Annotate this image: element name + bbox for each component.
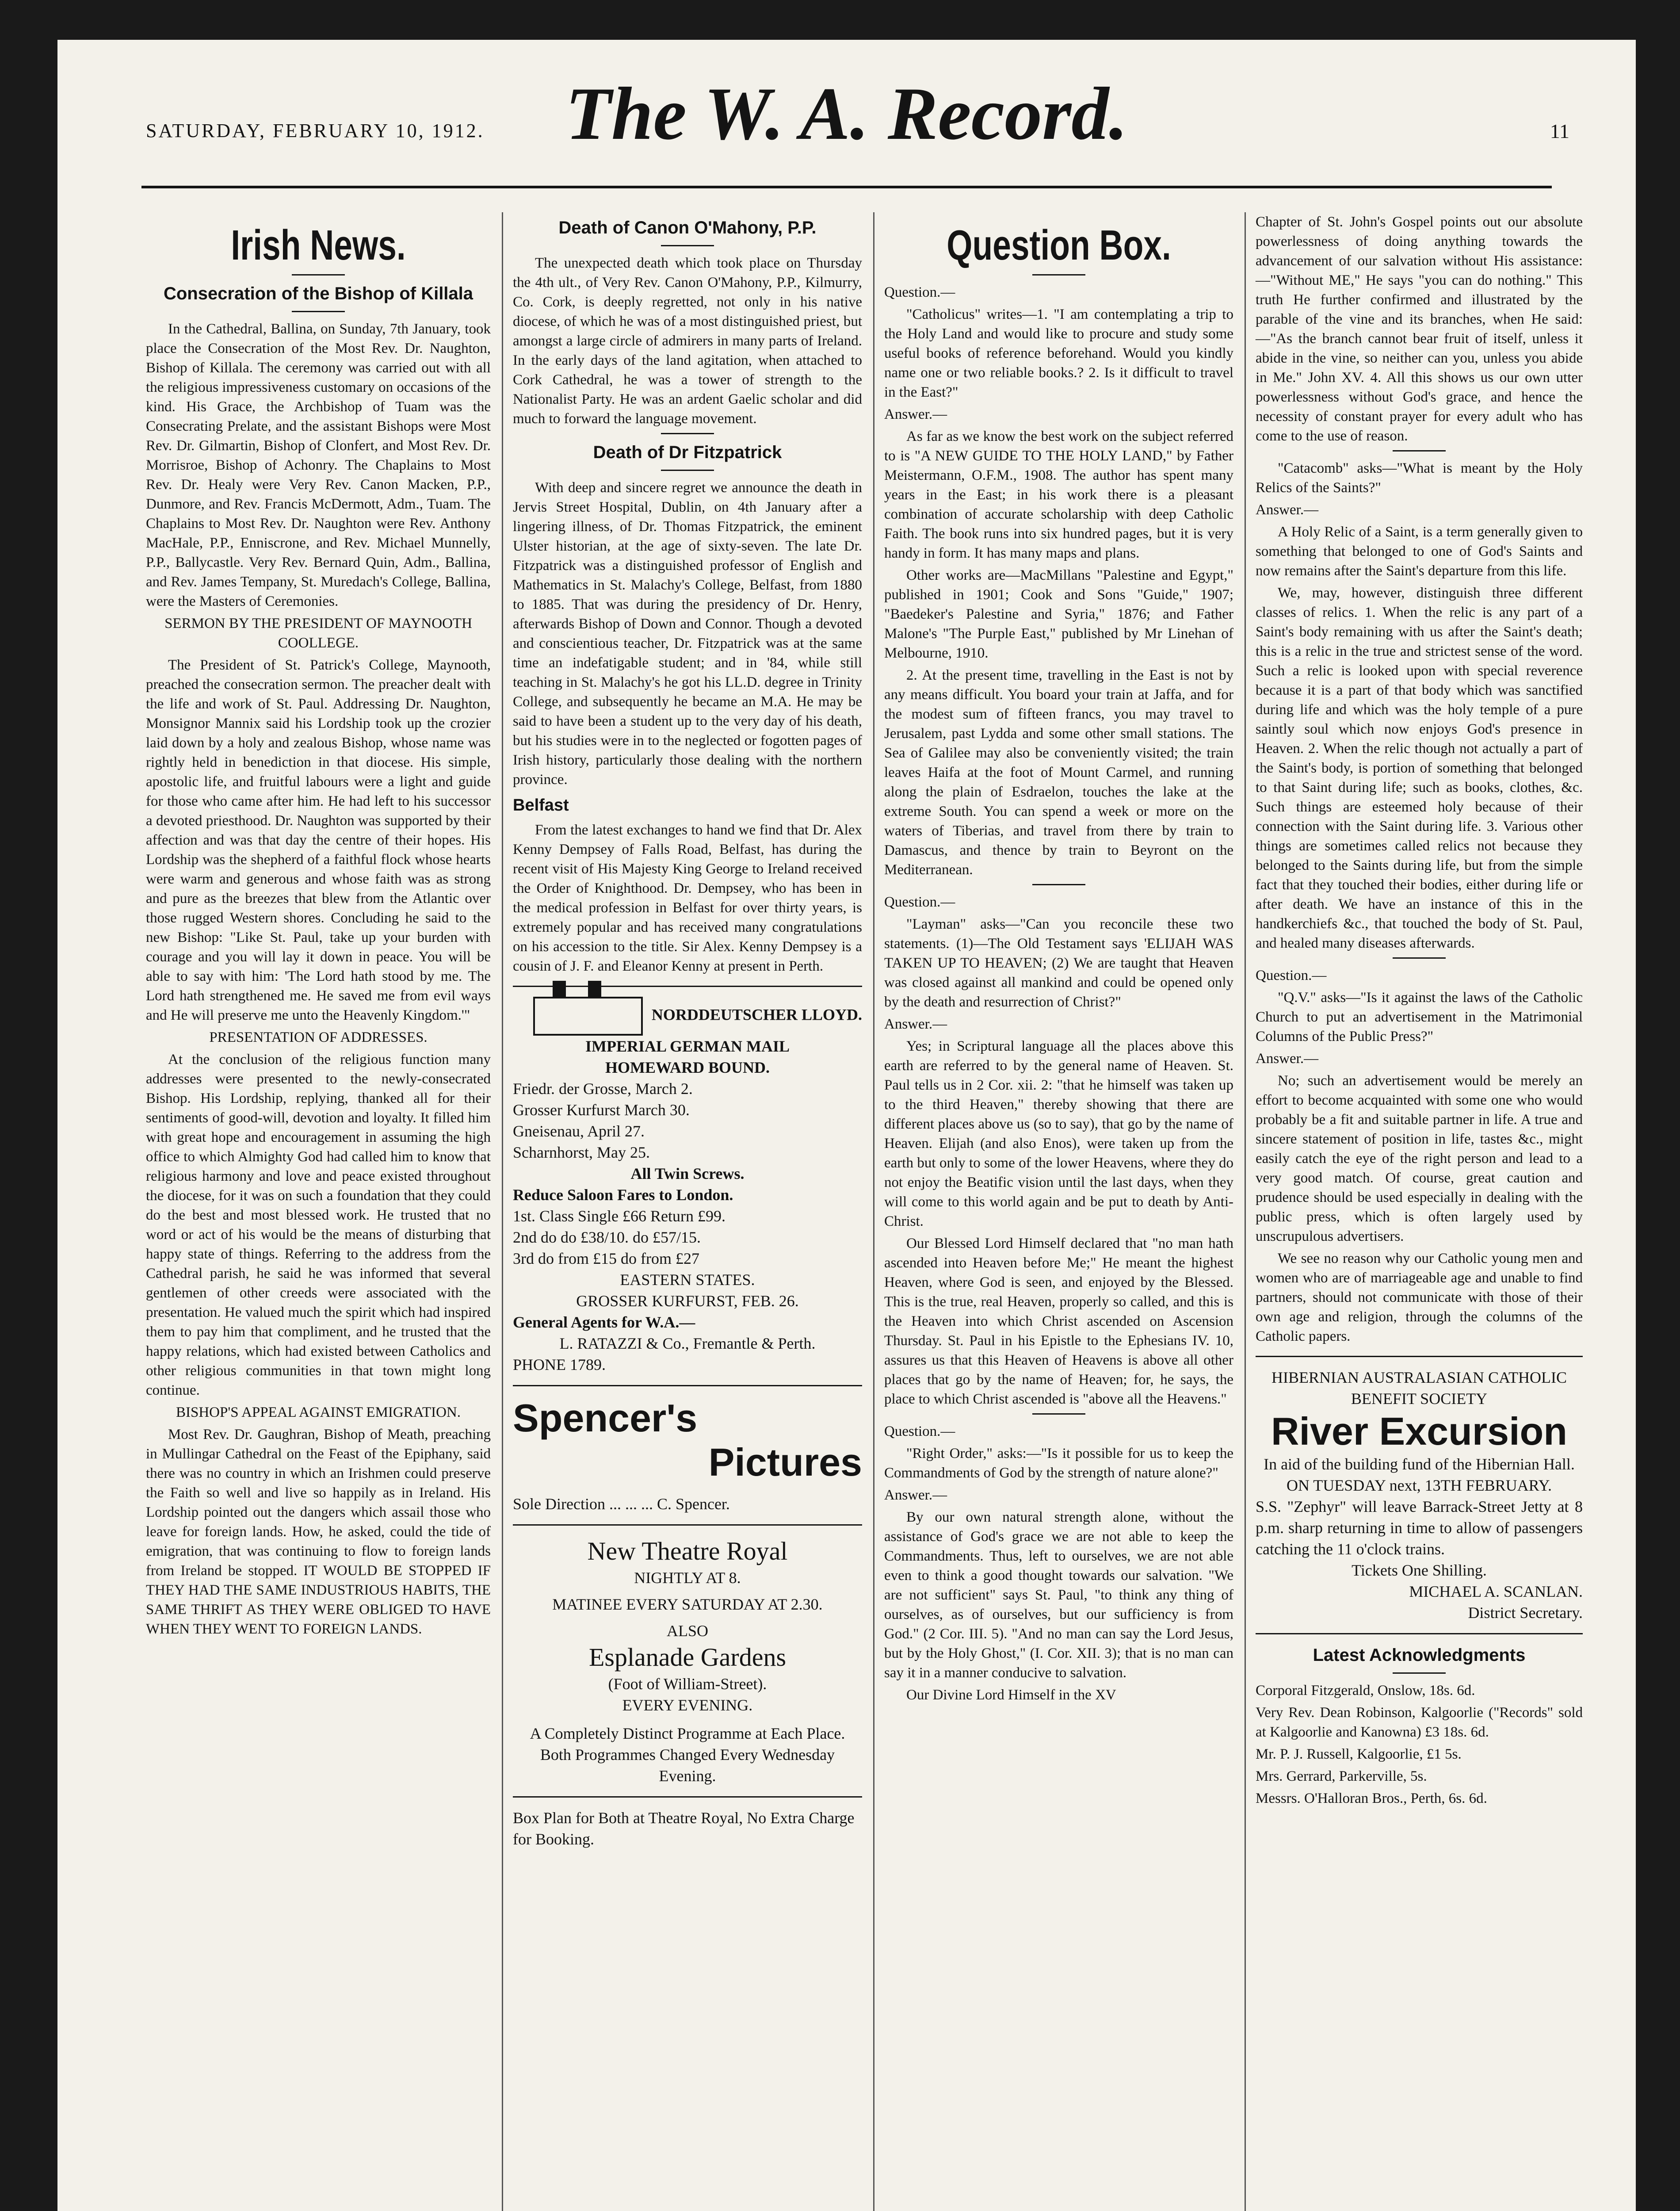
consecration-heading: Consecration of the Bishop of Killala [163,284,473,303]
answer-layman: Yes; in Scriptural language all the places above this earth are referred to by the general name of Heaven. St. Paul tells us in 2 Cor. xii. 2: "that he himself was taken up to the third Heaven," thereby showing that there are different places above us (so to say), that go by the name of Heaven. Elijah (and also Enos), were taken up from the earth but only to some of the lower Heavens, where they do not enjoy the Beatific vision until the last days, when they will come to this world again and be put to death by Anti-Christ. [884,1038,1233,1229]
answer-label: Answer.— [1256,502,1319,518]
question-catacomb: "Catacomb" asks—"What is meant by the Holy Relics of the Saints?" [1256,460,1583,496]
masthead-title: The W. A. Record. [565,72,1128,155]
divider [1032,1413,1085,1415]
question-label: Question.— [884,284,955,300]
omahony-paragraph: The unexpected death which took place on Thursday the 4th ult., of Very Rev. Canon O'Mahony, P.P., Kilmurry, Co. Cork, is deeply regretted, not only in his native diocese, of which he was of a most distinguished priest, but amongst a large circle of admirers in many parts of Ireland. In the early days of the land agitation, when attached to Cork Cathedral, he was a tower of strength to the Nationalist Party. He was an ardent Gaelic scholar and did much to forward the language movement. [513,255,862,427]
divider [1393,957,1446,959]
ad-rule [513,1524,862,1526]
river-steamer: S.S. "Zephyr" will leave Barrack-Street Jetty at 8 p.m. sharp returning in time to allow of passengers catching the 11 o'clock trains. [1256,1498,1583,1558]
date-line: SATURDAY, FEBRUARY 10, 1912. [146,120,485,142]
irish-news-heading: Irish News. [231,222,406,269]
column-rule [502,212,503,2211]
river-aid: In aid of the building fund of the Hibernian Hall. [1264,1455,1575,1473]
sermon-heading: SERMON BY THE PRESIDENT OF MAYNOOTH COOLLEGE. [164,616,472,651]
answer-qv-cont: We see no reason why our Catholic young men and women who are of marriageable age and unable to find partners, should not communicate with those of their own age and religion, through the columns of the Catholic papers. [1256,1251,1583,1344]
lloyd-fare-3: 3rd do from £15 do from £27 [513,1250,699,1267]
acknowledgment-item: Mr. P. J. Russell, Kalgoorlie, £1 5s. [1256,1746,1462,1762]
lloyd-ratazzi: L. RATAZZI & Co., Fremantle & Perth. [559,1335,816,1352]
belfast-heading: Belfast [513,796,569,815]
river-excursion-title: River Excursion [1271,1409,1568,1453]
lloyd-ship-1: Friedr. der Grosse, March 2. [513,1080,693,1098]
answer-label: Answer.— [884,406,947,422]
answer-catacomb-classes: We, may, however, distinguish three different classes of relics. 1. When the relic is any part of a Saint's body remaining with us after the Saint's death; this is a relic in the true and strictest sense of the word. Such a relic is looked upon with special reverence because it is a part of that body which was sanctified during life and which was the holy temple of a pure saintly soul which now enjoys God's presence in Heaven. 2. When the relic though not actually a part of the Saint's body, is portion of something that belonged to that Saint during life; such as books, clothes, &c. Such things are esteemed holy because of their connection with the Saint during life. 3. Various other things are sometimes called relics not because they belonged to the Saints during life, but from the simple fact that they touched their bodies, either during life or after death. We have an instance of this in the handkerchiefs &c., that touched the body of St. Paul, and healed many diseases afterwards. [1256,585,1583,951]
acknowledgment-item: Corporal Fitzgerald, Onslow, 18s. 6d. [1256,1683,1475,1698]
fitzpatrick-paragraph: With deep and sincere regret we announce the death in Jervis Street Hospital, Dublin, on 4th January after a lingering illness, of Dr. Thomas Fitzpatrick, the eminent Ulster historian, at the age of sixty-seven. The late Dr. Fitzpatrick was a distinguished professor of English and Mathematics in St. Malachy's College, Belfast, from 1880 to 1885. That was during the presidency of Dr. Henry, afterwards Bishop of Down and Connor. Though a devoted and conscientious teacher, Dr. Fitzpatrick was at the same time an indefatigable student; and in '84, while still teaching in St. Malachy's he got his LL.D. degree in Trinity College, and subsequently he became an M.A. He may be said to have been a student up to the very day of his death, but his studies were in to the neglected or fogotten pages of Irish history, particularly those dealing with the northern province. [513,480,862,788]
column-rule [873,212,874,2211]
appeal-paragraph: Most Rev. Dr. Gaughran, Bishop of Meath, preaching in Mullingar Cathedral on the Feast of the Epiphany, said there was no country in which an Irishmen could preserve the Faith so well and live so happily as in Ireland. His Lordship pointed out the dangers which assail those who leave for foreign lands. How, he asked, could the tide of emigration, that was continuing to flow to foreign lands from Ireland be stopped. IT WOULD BE STOPPED IF THEY HAD THE SAME INDUSTRIOUS HABITS, THE SAME THRIFT AS THEY WERE OBLIGED TO HAVE WHEN THEY WENT TO FOREIGN LANDS. [146,1427,491,1637]
acknowledgments-heading: Latest Acknowledgments [1313,1645,1526,1665]
answer-label: Answer.— [1256,1051,1319,1067]
omahony-heading: Death of Canon O'Mahony, P.P. [558,218,817,237]
consecration-paragraph: In the Cathedral, Ballina, on Sunday, 7th January, took place the Consecration of the Most Rev. Dr. Naughton, Bishop of Killala. The ceremony was carried out with all the religious impressiveness customary on occasions of the kind. His Grace, the Archbishop of Tuam was the Consecrating Prelate, and the assistant Bishops were Most Rev. Dr. Gilmartin, Bishop of Clonfert, and Most Rev. Dr. Morrisroe, Bishop of Achonry. The Chaplains to Most Rev. Dr. Healy were Very Rev. Canon Macken, P.P., Dunmore, and Rev. Francis McDermott, Adm., Tuam. The Chaplains to Most Rev. Dr. Naughton were Rev. Anthony MacHale, P.P., Enniscrone, and Rev. Michael Munnelly, P.P., Ballycastle. Very Rev. Bernard Quin, Adm., Ballina, and Rev. James Tempany, St. Muredach's College, Ballina, were the Masters of Ceremonies. [146,321,491,609]
question-layman: "Layman" asks—"Can you reconcile these two statements. (1)—The Old Testament says 'ELIJAH WAS TAKEN UP TO HEAVEN; (2) We are taught that Heaven was closed against all mankind and could be opened only by the death and resurrection of Christ?" [884,916,1233,1010]
answer-catholicus: As far as we know the best work on the subject referred to is "A NEW GUIDE TO THE HOLY LAND," by Father Meistermann, O.F.M., 1908. The author has spent many years in the East; in his work there is a pleasant combination of accurate scholarship with deep Catholic Faith. The book runs into six hundred pages, but it is very handy in form. It has many maps and plans. [884,428,1233,561]
divider [661,245,714,246]
river-secretary-title: District Secretary. [1468,1604,1583,1622]
column-question-box [884,212,1233,1707]
notice-rule [1256,1356,1583,1357]
divider [1393,1672,1446,1674]
theatre-advertisement [513,1535,862,1850]
sermon-paragraph: The President of St. Patrick's College, Maynooth, preached the consecration sermon. The preacher dealt with the life and work of St. Paul. Addressing Dr. Naughton, Monsignor Mannix said his Lordship took up the crozier laid down by a holy and zealous Bishop, whose name was rightly held in benediction in that diocese. His simple, apostolic life, and fruitful labours were a light and guide for those who came after him. He had left to his successor a devoted priesthood. Dr. Naughton was supported by their affection and was that day the centre of their hopes. His Lordship was the shepherd of a faithful flock whose hearts were warm and generous and whose faith was as strong and pure as the breezes that blew from the Atlantic over those rugged Western shores. Concluding he said to the new Bishop: "Like St. Paul, take up your burden with courage and you will lay it down in peace. You will be able to say with him: 'The Lord hath stood by me. The Lord hath strengthened me. He saved me from evil ways and He will preserve me unto the Heavenly Kingdom.'" [146,657,491,1023]
divider [661,433,714,434]
question-label: Question.— [1256,968,1327,983]
lloyd-fare-2: 2nd do do £38/10. do £57/15. [513,1228,701,1246]
notice-rule [1256,1633,1583,1634]
gospel-paragraph: Chapter of St. John's Gospel points out our absolute powerlessness of doing anything towards the advancement of our salvation without His assistance:—"Without ME," He says "you can do nothing." This truth He further confirmed and illustrated by the parable of the vine and its branches, when He said:—"As the branch cannot bear fruit of itself, unless it abide in the vine, so neither can you, unless you abide in Me." John XV. 4. All this shows us our own utter powerlessness without God's grace, and hence the necessity of constant prayer for every adult who has come to the use of reason. [1256,214,1583,444]
lloyd-fares: Reduce Saloon Fares to London. [513,1186,733,1204]
lloyd-ship-2: Grosser Kurfurst March 30. [513,1101,690,1119]
question-catholicus: "Catholicus" writes—1. "I am contemplating a trip to the Holy Land and would like to procure and study some useful books of reference beforehand. Would you kindly name one or two reliable books.? 2. Is it difficult to travel in the East?" [884,306,1233,400]
column-irish-news [146,212,491,1641]
presentation-paragraph: At the conclusion of the religious function many addresses were presented to the newly-consecrated Bishop. His Lordship, replying, thanked all for their sentiments of good-will, devotion and loyalty. It filled him with great hope and encouragement in assuming the high office to which Almighty God had called him to know that religious harmony and love and peace existed throughout the diocese, for it was on such a foundation that they could do the best and most blessed work. He trusted that no word or act of his would be the means of disturbing that happy state of things. Referring to the address from the Cathedral parish, he said he was informed that several gentlemen of other creeds were associated with the presentation. He valued much the spirit which had inspired them to pay him that compliment, and he trusted that the happy relations, which had existed between Catholics and other religious communities in that town might long continue. [146,1052,491,1398]
esplanade-title: Esplanade Gardens [588,1643,787,1672]
fitzpatrick-heading: Death of Dr Fitzpatrick [593,443,782,462]
lloyd-homeward: HOMEWARD BOUND. [605,1059,770,1076]
divider [292,311,345,312]
presentation-heading: PRESENTATION OF ADDRESSES. [209,1029,428,1045]
lloyd-ship-4: Scharnhorst, May 25. [513,1144,650,1161]
theatre-nightly: NIGHTLY AT 8. [634,1569,741,1587]
esplanade-foot: (Foot of William-Street). [608,1675,767,1693]
column-deaths-ads [513,212,862,1850]
river-tickets: Tickets One Shilling. [1352,1561,1487,1579]
acknowledgment-item: Mrs. Gerrard, Parkerville, 5s. [1256,1768,1427,1784]
question-label: Question.— [884,1423,955,1439]
lloyd-advertisement [513,997,862,1375]
lloyd-ship-3: Gneisenau, April 27. [513,1122,645,1140]
belfast-paragraph: From the latest exchanges to hand we find that Dr. Alex Kenny Dempsey of Falls Road, Belfast, has during the recent visit of His Majesty King George to Ireland received the Order of Knighthood. Dr. Dempsey, who has been in the medical profession in Belfast for over thirty years, is extremely popular and has received many congratulations on his accession to the title. Sir Alex. Kenny Dempsey is a cousin of J. F. and Eleanor Kenny at present in Perth. [513,822,862,974]
river-date: ON TUESDAY next, 13TH FEBRUARY. [1286,1477,1552,1494]
ship-icon [533,997,643,1036]
divider [661,470,714,471]
spencers-direction: Sole Direction ... ... ... C. Spencer. [513,1495,730,1513]
newspaper-page [57,40,1636,2211]
theatre-also: ALSO [666,1622,708,1640]
appeal-heading: BISHOP'S APPEAL AGAINST EMIGRATION. [176,1404,461,1420]
answer-right-order: By our own natural strength alone, without the assistance of God's grace we are not able to keep the Commandments. Thus, left to ourselves, we are not able even to think a good thought towards our salvation. "We are not sufficient" says St. Paul, "to think any thing of ourselves, as of ourselves, but our sufficiency is from God." (2 Cor. III. 5). "And no man can say the Lord Jesus, but by the Holy Ghost," (I. Cor. XII. 3); that is no man can say it in a manner conducive to salvation. [884,1509,1233,1681]
answer-catholicus-books: Other works are—MacMillans "Palestine and Egypt," published in 1901; Cook and Sons "Guide," 1907; "Baedeker's Palestine and Syria," 1876; and Father Malone's "The Purple East," published by Mr Linehan of Melbourne, 1910. [884,567,1233,661]
divider [1032,274,1085,275]
ad-rule [513,1796,862,1798]
divider [1393,450,1446,451]
acknowledgment-item: Messrs. O'Halloran Bros., Perth, 6s. 6d. [1256,1790,1487,1806]
river-secretary: MICHAEL A. SCANLAN. [1409,1583,1583,1600]
answer-qv: No; such an advertisement would be merely an effort to become acquainted with some one who would probably be a fit and suitable partner in life. A true and sincere statement of position in life, tastes &c., might easily catch the eye of the right person and lead to a very good match. Of course, great caution and prudence should be used especially in dealing with the public press, which is often largely used by unscrupulous advertisers. [1256,1073,1583,1244]
lloyd-kurfurst: GROSSER KURFURST, FEB. 26. [576,1292,799,1310]
masthead-rule [141,186,1552,188]
answer-catholicus-travel: 2. At the present time, travelling in the East is not by any means difficult. You board your train at Jaffa, and for the modest sum of fifteen francs, you may travel to Jerusalem, past Lydda and some other small stations. The Sea of Galilee may also be conveniently visited; the train leaves Haifa at the foot of Mount Carmel, and running along the plain of Esdraelon, touches the lake at the extreme South. You can spend a week or more on the waters of Tiberias, and travel from there by train to Damascus, and thence by train to Beyront on the Mediterranean. [884,667,1233,878]
question-label: Question.— [884,894,955,910]
box-plan: Box Plan for Both at Theatre Royal, No Extra Charge for Booking. [513,1809,855,1848]
spencers-advertisement [513,1396,862,1515]
programme-note: A Completely Distinct Programme at Each Place. Both Programmes Changed Every Wednesday Evening. [530,1725,845,1785]
lloyd-fare-1: 1st. Class Single £66 Return £99. [513,1207,726,1225]
theatre-matinee: MATINEE EVERY SATURDAY AT 2.30. [552,1595,823,1613]
ad-rule [513,1385,862,1386]
spencers-line1: Spencer's [513,1396,698,1440]
acknowledgments [1256,1644,1583,1808]
esplanade-evening: EVERY EVENING. [622,1696,753,1714]
lloyd-name: NORDDEUTSCHER LLOYD. [651,1006,862,1024]
question-qv: "Q.V." asks—"Is it against the laws of the Catholic Church to put an advertisement in the Matrimonial Columns of the Public Press?" [1256,990,1583,1044]
divider [292,274,345,275]
lloyd-agents: General Agents for W.A.— [513,1313,695,1331]
answer-catacomb: A Holy Relic of a Saint, is a term generally given to something that belonged to one of God's Saints and now remains after the Saint's departure from this life. [1256,524,1583,579]
question-box-heading: Question Box. [947,222,1171,269]
society-name: HIBERNIAN AUSTRALASIAN CATHOLIC BENEFIT SOCIETY [1271,1369,1567,1408]
lloyd-twin: All Twin Screws. [630,1165,745,1182]
answer-layman-cont: Our Blessed Lord Himself declared that "no man hath ascended into Heaven before Me;" He meant the highest Heaven, where God is seen, and enjoyed by the Blessed. This is the true, real Heaven, properly so called, and this is the Heaven into which Christ ascended on Ascension Thursday. St. Paul in his Epistle to the Ephesians IV. 10, assures us that this Heaven of Heavens is above all other places that go by the name of Heaven; for, he says, the place to which Christ ascended is "above all the Heavens." [884,1236,1233,1407]
lloyd-phone: PHONE 1789. [513,1356,606,1373]
theatre-title: New Theatre Royal [587,1537,788,1565]
answer-label: Answer.— [884,1016,947,1032]
answer-label: Answer.— [884,1487,947,1503]
page-number: 11 [1550,120,1569,142]
answer-right-order-cont: Our Divine Lord Himself in the XV [906,1687,1116,1703]
lloyd-eastern: EASTERN STATES. [620,1271,755,1289]
lloyd-mail: IMPERIAL GERMAN MAIL [585,1037,790,1055]
column-relics-notices [1256,212,1583,1811]
column-rule [1245,212,1246,2211]
question-right-order: "Right Order," asks:—"Is it possible for us to keep the Commandments of God by the strength of nature alone?" [884,1446,1233,1481]
acknowledgment-item: Very Rev. Dean Robinson, Kalgoorlie ("Records" sold at Kalgoorlie and Kanowna) £3 18s. 6d. [1256,1705,1583,1740]
river-excursion-notice [1256,1367,1583,1623]
spencers-line2: Pictures [708,1440,862,1484]
divider [1032,884,1085,885]
